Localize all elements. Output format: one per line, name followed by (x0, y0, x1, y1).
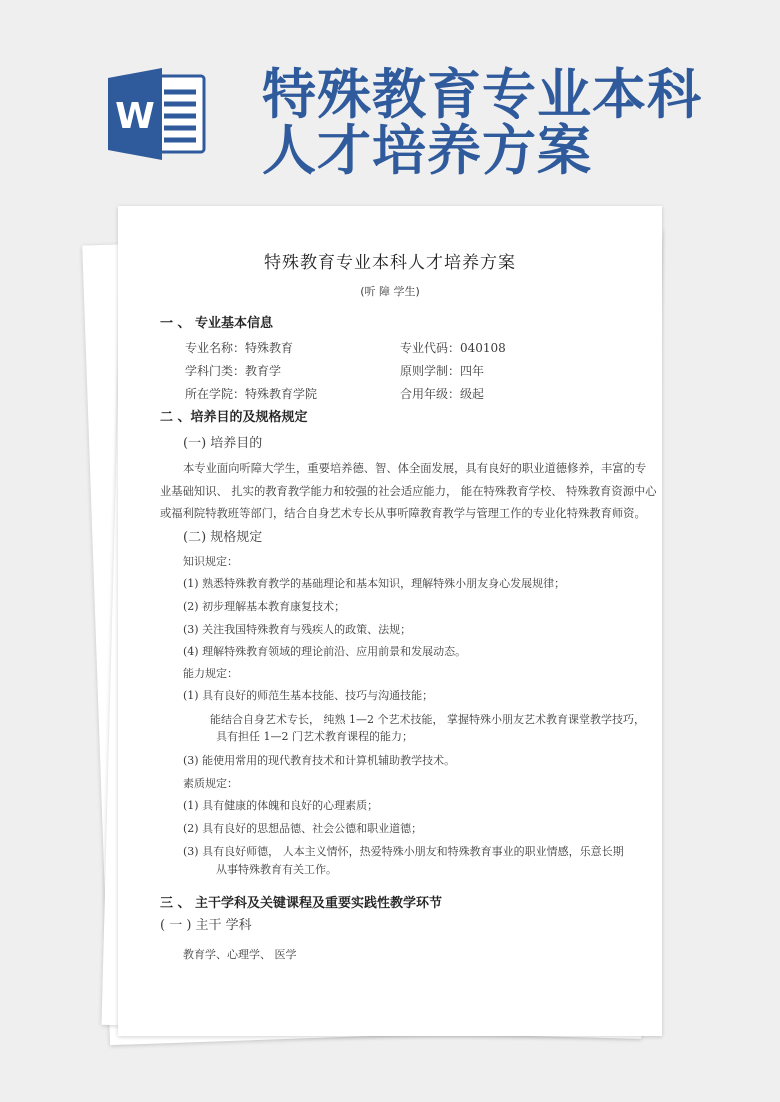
info-field: 专业代码：040108 (400, 341, 506, 355)
label: 素质规定： (183, 777, 238, 790)
list-item: (3) 关注我国特殊教育与残疾人的政策、法规； (183, 623, 412, 636)
paragraph-line: 或福利院特教班等部门，结合自身艺术专长从事听障教育教学与管理工作的专业化特殊教育师资。 (160, 507, 646, 520)
subsection-heading: (二) 规格规定 (183, 530, 263, 545)
section-heading: 二 、培养目的及规格规定 (160, 410, 308, 425)
list-item: 从事特殊教育有关工作。 (216, 863, 337, 876)
banner-title-line1: 特殊教育专业本科 (262, 63, 702, 126)
doc-title: 特殊教育专业本科人才培养方案 (264, 253, 516, 273)
list-item: (2) 初步理解基本教育康复技术； (183, 600, 346, 613)
banner-title-line2: 人才培养方案 (262, 119, 592, 182)
info-field: 原则学制：四年 (400, 364, 485, 378)
list-item: (3) 能使用常用的现代教育技术和计算机辅助教学技术。 (183, 754, 456, 767)
list-item: (1) 熟悉特殊教育教学的基础理论和基本知识，理解特殊小朋友身心发展规律； (183, 577, 566, 590)
list-item: (2) 具有良好的思想品德、社会公德和职业道德； (183, 822, 423, 835)
word-icon (108, 68, 206, 160)
info-field: 专业名称：特殊教育 (185, 341, 294, 355)
info-field: 所在学院：特殊教育学院 (185, 387, 318, 401)
subjects-text: 教育学、心理学、 医学 (183, 948, 297, 961)
paragraph-line: 本专业面向听障大学生，重要培养德、智、体全面发展，具有良好的职业道德修养，丰富的专 (183, 462, 647, 475)
doc-subtitle: (听 障 学生) (360, 285, 420, 298)
list-item: (1) 具有良好的师范生基本技能、技巧与沟通技能； (183, 689, 434, 702)
section-heading: 三 、 主干学科及关键课程及重要实践性教学环节 (160, 896, 443, 911)
svg-text:W: W (115, 96, 155, 137)
info-field: 合用年级：级起 (400, 387, 485, 401)
document-page (118, 206, 662, 1036)
list-item: 能结合自身艺术专长， 纯熟 1—2 个艺术技能， 掌握特殊小朋友艺术教育课堂教学技巧， (210, 713, 645, 726)
list-item: (4) 理解特殊教育领域的理论前沿、应用前景和发展动态。 (183, 645, 467, 658)
subsection-heading: (一) 培养目的 (183, 436, 263, 451)
list-item: 具有担任 1—2 门艺术教育课程的能力； (216, 730, 413, 743)
label: 知识规定： (183, 555, 238, 568)
label: 能力规定： (183, 667, 238, 680)
info-field: 学科门类：教育学 (185, 364, 282, 378)
list-item: (3) 具有良好师德， 人本主义情怀，热爱特殊小朋友和特殊教育事业的职业情感，乐意长期 (183, 845, 624, 858)
paragraph-line: 业基础知识、 扎实的教育教学能力和较强的社会适应能力， 能在特殊教育学校、 特殊教育资源中心 (160, 485, 657, 498)
subsection-heading: ( 一 ) 主干 学科 (160, 918, 252, 933)
section-heading: 一 、 专业基本信息 (160, 316, 274, 331)
list-item: (1) 具有健康的体魄和良好的心理素质； (183, 799, 379, 812)
